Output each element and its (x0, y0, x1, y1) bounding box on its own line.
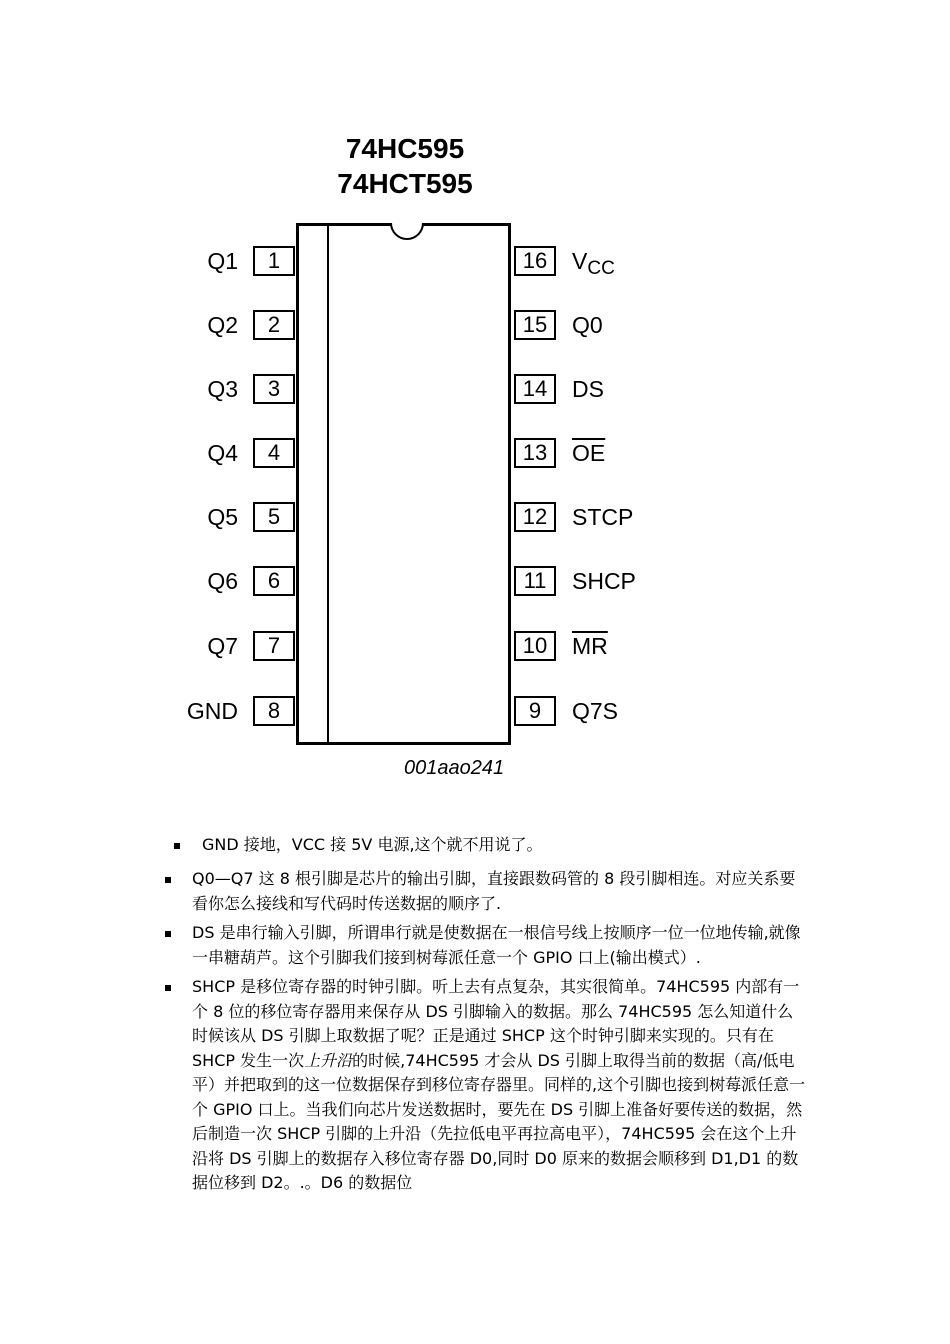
list-item: Q0—Q7 这 8 根引脚是芯片的输出引脚，直接跟数码管的 8 段引脚相连。对应关系要看你怎么接线和写代码时传送数据的顺序了. (192, 869, 796, 913)
pin-number-11: 11 (514, 566, 556, 596)
chip-body (296, 223, 511, 745)
pin-label-q1: Q1 (207, 248, 238, 274)
pin-number-13: 13 (514, 438, 556, 468)
pin-label-q5: Q5 (207, 504, 238, 530)
pin-number-15: 15 (514, 310, 556, 340)
list-item: DS 是串行输入引脚，所谓串行就是使数据在一根信号线上按顺序一位一位地传输,就像一串糖葫芦。这个引脚我们接到树莓派任意一个 GPIO 口上(输出模式）. (192, 923, 801, 967)
pin-label-q2: Q2 (207, 312, 238, 338)
pin-number-9: 9 (514, 696, 556, 726)
chip-pin1-stripe (327, 226, 329, 742)
pin-label-vcc-sub: CC (587, 258, 615, 279)
pin-number-5: 5 (253, 502, 295, 532)
pin-number-10: 10 (514, 631, 556, 661)
pin-number-16: 16 (514, 246, 556, 276)
pin-label-ds: DS (572, 376, 604, 402)
pin-number-12: 12 (514, 502, 556, 532)
figure-caption: 001aao241 (404, 757, 505, 779)
pin-label-stcp: STCP (572, 504, 634, 530)
pin-number-7: 7 (253, 631, 295, 661)
chip-notch (390, 223, 424, 240)
pin-label-q0: Q0 (572, 312, 603, 338)
pin-label-q7: Q7 (207, 633, 238, 659)
pin-label-q3: Q3 (207, 376, 238, 402)
pin-label-vcc-main: V (572, 248, 588, 274)
list-item: GND 接地，VCC 接 5V 电源,这个就不用说了。 (202, 835, 543, 854)
list-bullet (174, 843, 180, 849)
pin-label-gnd: GND (186, 698, 238, 724)
pin-number-4: 4 (253, 438, 295, 468)
pin-label-q7s: Q7S (572, 698, 619, 724)
pin-label-q6: Q6 (207, 568, 238, 594)
list-item-text: 的时候,74HC595 才会从 DS 引脚上取得当前的数据（高/低电平）并把取到的这一位数据保存到移位寄存器里。同样的,这个引脚也接到树莓派任意一个 GPIO 口上。当我们向芯片发送数据时，要先在 DS 引脚上准备好要传送的数据，然后制造一次 SHCP 引脚的上升沿（先拉低电平再拉高电平），74HC595 会在这个上升沿将 DS 引脚上的数据存入移位寄存器 D0,同时 D0 原来的数据会顺移到 D1,D1 的数据位移到 D2。.。D6 的数据位 (192, 1050, 806, 1192)
pin-number-2: 2 (253, 310, 295, 340)
pin-number-1: 1 (253, 246, 295, 276)
list-item-text: SHCP 是移位寄存器的时钟引脚。听上去有点复杂，其实很简单。74HC595 内部有一个 8 位的移位寄存器用来保存从 DS 引脚输入的数据。那么 74HC595 怎么知道什么时候该从 DS 引脚上取数据了呢？正是通过 SHCP 这个时钟引脚来实现的。只有在 SHCP 发生一次 (192, 977, 800, 1070)
pin-label-mr: $\overline{MR}$ (572, 633, 608, 659)
list-item (192, 975, 807, 1196)
chip-title-74hc595: 74HC595 (345, 133, 465, 164)
list-bullet (165, 985, 171, 991)
pin-label-q4: Q4 (207, 440, 238, 466)
pin-number-8: 8 (253, 696, 295, 726)
list-bullet (165, 931, 171, 937)
list-item-emphasis: 上升沿 (304, 1050, 353, 1070)
list-bullet (165, 877, 171, 883)
pin-label-oe: $\overline{OE}$ (572, 440, 606, 466)
pin-number-6: 6 (253, 566, 295, 596)
pin-number-3: 3 (253, 374, 295, 404)
pin-label-shcp: SHCP (572, 568, 636, 594)
pin-number-14: 14 (514, 374, 556, 404)
chip-title-74hct595: 74HCT595 (337, 168, 473, 199)
pin-label-vcc (572, 246, 615, 279)
